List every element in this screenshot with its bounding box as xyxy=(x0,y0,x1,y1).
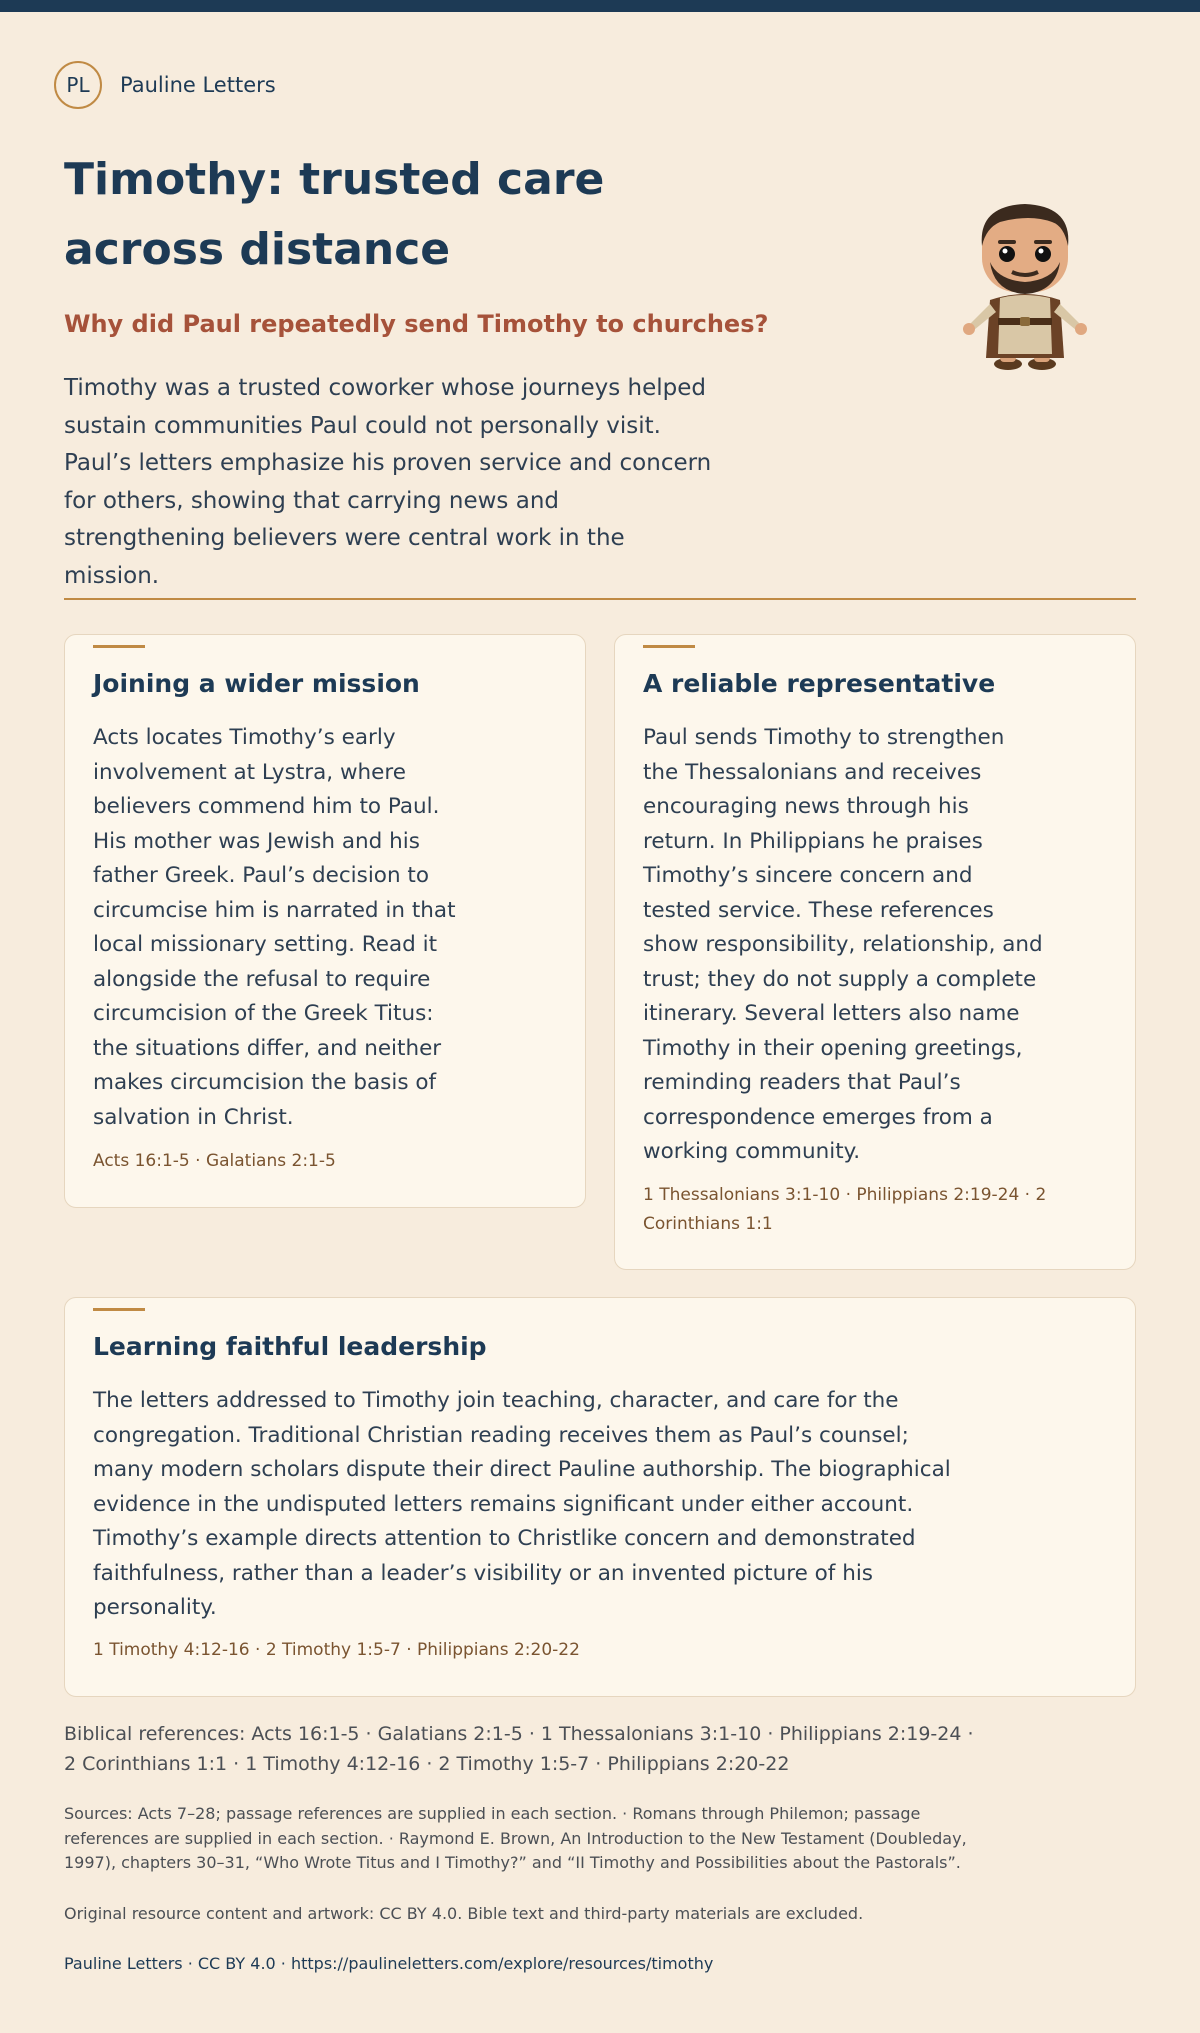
section-references: Acts 16:1-5 · Galatians 2:1-5 xyxy=(93,1151,336,1171)
top-bar xyxy=(0,0,1200,12)
section-heading: Joining a wider mission xyxy=(93,669,420,698)
card-accent-line xyxy=(93,1308,145,1311)
license-note: Original resource content and artwork: CC BY 4.0. Bible text and third-party materials are excluded. xyxy=(64,1904,864,1923)
section-card-reliable-representative xyxy=(614,634,1136,1270)
footer-link[interactable]: Pauline Letters · CC BY 4.0 · https://paulineletters.com/explore/resources/timothy xyxy=(64,1954,714,1973)
page-question: Why did Paul repeatedly send Timothy to churches? xyxy=(64,310,769,338)
section-references: 1 Thessalonians 3:1-10 · Philippians 2:19-24 · 2 Corinthians 1:1 xyxy=(643,1185,1047,1234)
section-body: The letters addressed to Timothy join teaching, character, and care for the congregation. Traditional Christian reading receives them as Paul’s counsel; many modern scholars dispute their direct Pauline authorship. The biographical evidence in the undisputed letters remains significant under either account. Timothy’s example directs attention to Christlike concern and demonstrated faithfulness, rather than a leader’s visibility or an invented picture of his personality. xyxy=(93,1388,951,1620)
section-heading: A reliable representative xyxy=(643,669,996,698)
paul-figurine-icon xyxy=(960,200,1090,380)
section-body: Paul sends Timothy to strengthen the Thessalonians and receives encouraging news through his return. In Philippians he praises Timothy’s sincere concern and tested service. These references show responsibility, relationship, and trust; they do not supply a complete itinerary. Several letters also name Timothy in their opening greetings, reminding readers that Paul’s correspondence emerges from a working community. xyxy=(643,725,1043,1164)
page-title: Timothy: trusted care across distance xyxy=(64,154,605,275)
brand-logo-badge: PL xyxy=(54,61,102,109)
card-accent-line xyxy=(643,645,695,648)
intro-paragraph: Timothy was a trusted coworker whose journeys helped sustain communities Paul could not personally visit. Paul’s letters emphasize his proven service and concern for others, showing that carrying news and strengthening believers were central work in the mission. xyxy=(64,375,712,589)
section-body: Acts locates Timothy’s early involvement at Lystra, where believers commend him to Paul. His mother was Jewish and his father Greek. Paul’s decision to circumcise him is narrated in that local missionary setting. Read it alongside the refusal to require circumcision of the Greek Titus: the situations differ, and neither makes circumcision the basis of salvation in Christ. xyxy=(93,725,456,1130)
section-card-joining-mission xyxy=(64,634,586,1208)
biblical-references: Biblical references: Acts 16:1-5 · Galatians 2:1-5 · 1 Thessalonians 3:1-10 · Philippians 2:19-24 · 2 Corinthians 1:1 · 1 Timothy 4:12-16 · 2 Timothy 1:5-7 · Philippians 2:20-22 xyxy=(64,1723,974,1775)
section-card-faithful-leadership xyxy=(64,1297,1136,1697)
section-references: 1 Timothy 4:12-16 · 2 Timothy 1:5-7 · Philippians 2:20-22 xyxy=(93,1640,580,1660)
site-brand[interactable] xyxy=(54,61,276,109)
brand-name: Pauline Letters xyxy=(120,73,276,97)
section-divider xyxy=(64,598,1136,600)
sources-note: Sources: Acts 7–28; passage references are supplied in each section. · Romans through Philemon; passage references are supplied in each section. · Raymond E. Brown, An Introduction to the New Testament (Doubleday, 1997), chapters 30–31, “Who Wrote Titus and I Timothy?” and “II Timothy and Possibilities about the Pastorals”. xyxy=(64,1804,967,1872)
card-accent-line xyxy=(93,645,145,648)
section-heading: Learning faithful leadership xyxy=(93,1332,487,1361)
